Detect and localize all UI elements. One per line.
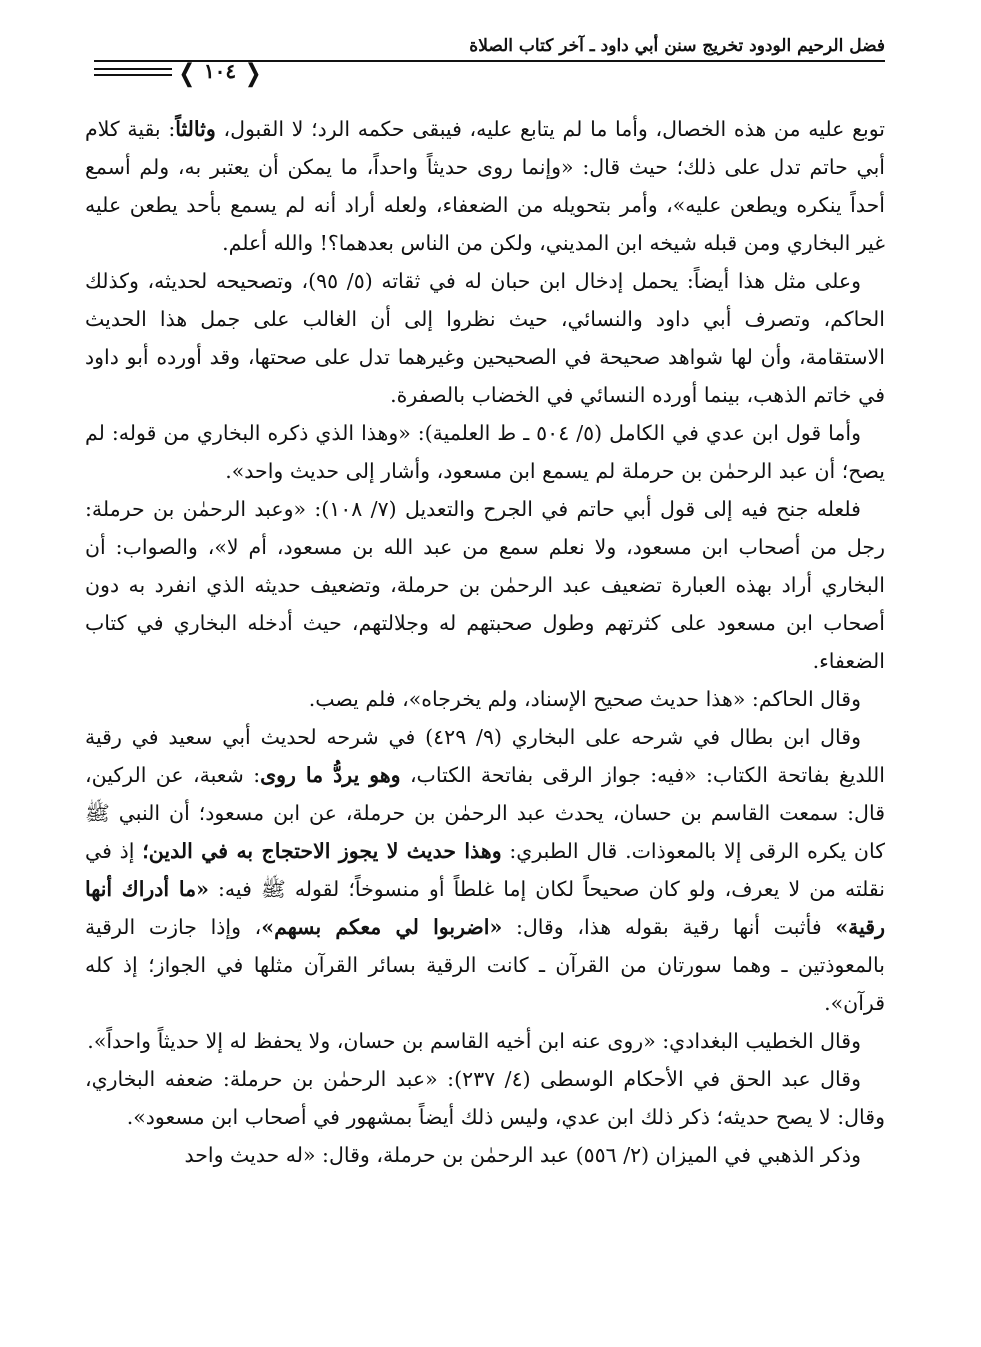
page-number: ١٠٤	[203, 59, 237, 83]
ornament-bracket-icon: ❬	[243, 57, 264, 87]
text-run: : بقية كلام أبي حاتم تدل على ذلك؛ حيث قال: «وإنما روى حديثاً واحداً، ما يمكن أن يعتبر به، ولم أسمع أحداً ينكره ويطعن عليه»، وأمر بتحويله من الضعفاء، ولعله أراد أنه لم يسمع بأحد يطعن عليه غير البخاري ومن قبله شيخه ابن المديني، ولكن من الناس بعدهما؟! والله أعلم.	[85, 117, 885, 255]
body-text	[85, 110, 885, 1174]
text-run: فأثبت أنها رقية بقوله هذا، وقال:	[502, 915, 836, 939]
header-rule-short	[94, 74, 172, 76]
text-run: وأما قول ابن عدي في الكامل (٥/ ٥٠٤ ـ ط العلمية): «وهذا الذي ذكره البخاري من قوله: لم يصح؛ أن عبد الرحمٰن بن حرملة لم يسمع ابن مسعود، وأشار إلى حديث واحد».	[85, 421, 885, 483]
text-run: توبع عليه من هذه الخصال، وأما ما لم يتابع عليه، فيبقى حكمه الرد؛ لا القبول،	[215, 117, 885, 141]
bold-run: وهو يردُّ ما روى	[260, 763, 401, 787]
paragraph	[85, 680, 885, 718]
text-run: وقال عبد الحق في الأحكام الوسطى (٤/ ٢٣٧): «عبد الرحمٰن بن حرملة: ضعفه البخاري، وقال: لا يصح حديثه؛ ذكر ذلك ابن عدي، وليس ذلك أيضاً بمشهور في أصحاب ابن مسعود».	[85, 1067, 885, 1129]
paragraph	[85, 1022, 885, 1060]
bold-run: وهذا حديث لا يجوز الاحتجاج به في الدين؛	[142, 839, 502, 863]
text-run: وعلى مثل هذا أيضاً: يحمل إدخال ابن حبان له في ثقاته (٥/ ٩٥)، وتصحيحه لحديثه، وكذلك الحاكم، وتصرف أبي داود والنسائي، حيث نظروا إلى أن الغالب على جمل هذا الحديث الاستقامة، وأن لها شواهد صحيحة في الصحيحين وغيرهما تدل على صحتها، وقد أورده أبو داود في خاتم الذهب، بينما أورده النسائي في الخضاب بالصفرة.	[85, 269, 885, 407]
paragraph	[85, 718, 885, 1022]
bold-run: وثالثاً	[175, 117, 216, 141]
paragraph	[85, 1136, 885, 1174]
paragraph	[85, 110, 885, 262]
text-run: وذكر الذهبي في الميزان (٢/ ٥٥٦) عبد الرحمٰن بن حرملة، وقال: «له حديث واحد	[184, 1143, 861, 1167]
page-number-ornament	[172, 57, 268, 85]
bold-run: «اضربوا لي معكم بسهم»	[261, 915, 503, 939]
text-run: وقال الحاكم: «هذا حديث صحيح الإسناد، ولم يخرجاه»، فلم يصب.	[308, 687, 861, 711]
text-run: وقال ابن بطال في شرحه على البخاري (٩/ ٤٢٩) في شرحه لحديث أبي سعيد في رقية اللديغ بفاتحة الكتاب: «فيه: جواز الرقى بفاتحة الكتاب،	[85, 725, 885, 787]
paragraph	[85, 414, 885, 490]
running-header-title: فضل الرحيم الودود تخريج سنن أبي داود ـ آخر كتاب الصلاة	[469, 36, 885, 56]
header-rule-short	[94, 68, 172, 70]
text-run: وقال الخطيب البغدادي: «روى عنه ابن أخيه القاسم بن حسان، ولا يحفظ له إلا حديثاً واحداً».	[87, 1029, 861, 1053]
paragraph	[85, 262, 885, 414]
ornament-bracket-icon: ❭	[176, 57, 197, 87]
text-run: فلعله جنح فيه إلى قول أبي حاتم في الجرح والتعديل (٧/ ١٠٨): «وعبد الرحمٰن بن حرملة: رجل من أصحاب ابن مسعود، ولا نعلم سمع من عبد الله بن مسعود، أم لا»، والصواب: أن البخاري أراد بهذه العبارة تضعيف عبد الرحمٰن بن حرملة، وتضعيف حديثه الذي انفرد به دون أصحاب ابن مسعود على كثرتهم وطول صحبتهم له وجلالتهم، حيث أدخله البخاري في كتاب الضعفاء.	[85, 497, 885, 673]
text-run: إذ في نقلته من لا يعرف، ولو كان صحيحاً لكان إما غلطاً أو منسوخاً؛ لقوله ﷺ فيه:	[85, 839, 885, 901]
bold-run: «ما أدراك أنها رقية»	[85, 877, 886, 939]
paragraph	[85, 1060, 885, 1136]
paragraph	[85, 490, 885, 680]
text-run: : شعبة، عن الركين، قال: سمعت القاسم بن حسان، يحدث عبد الرحمٰن بن حرملة، عن ابن مسعود؛ أن النبي ﷺ كان يكره الرقى إلا بالمعوذات. قال الطبري:	[85, 763, 885, 863]
text-run: ، وإذا جازت الرقية بالمعوذتين ـ وهما سورتان من القرآن ـ كانت الرقية بسائر القرآن مثلها في الجواز؛ إذ كله قرآن».	[85, 915, 885, 1015]
